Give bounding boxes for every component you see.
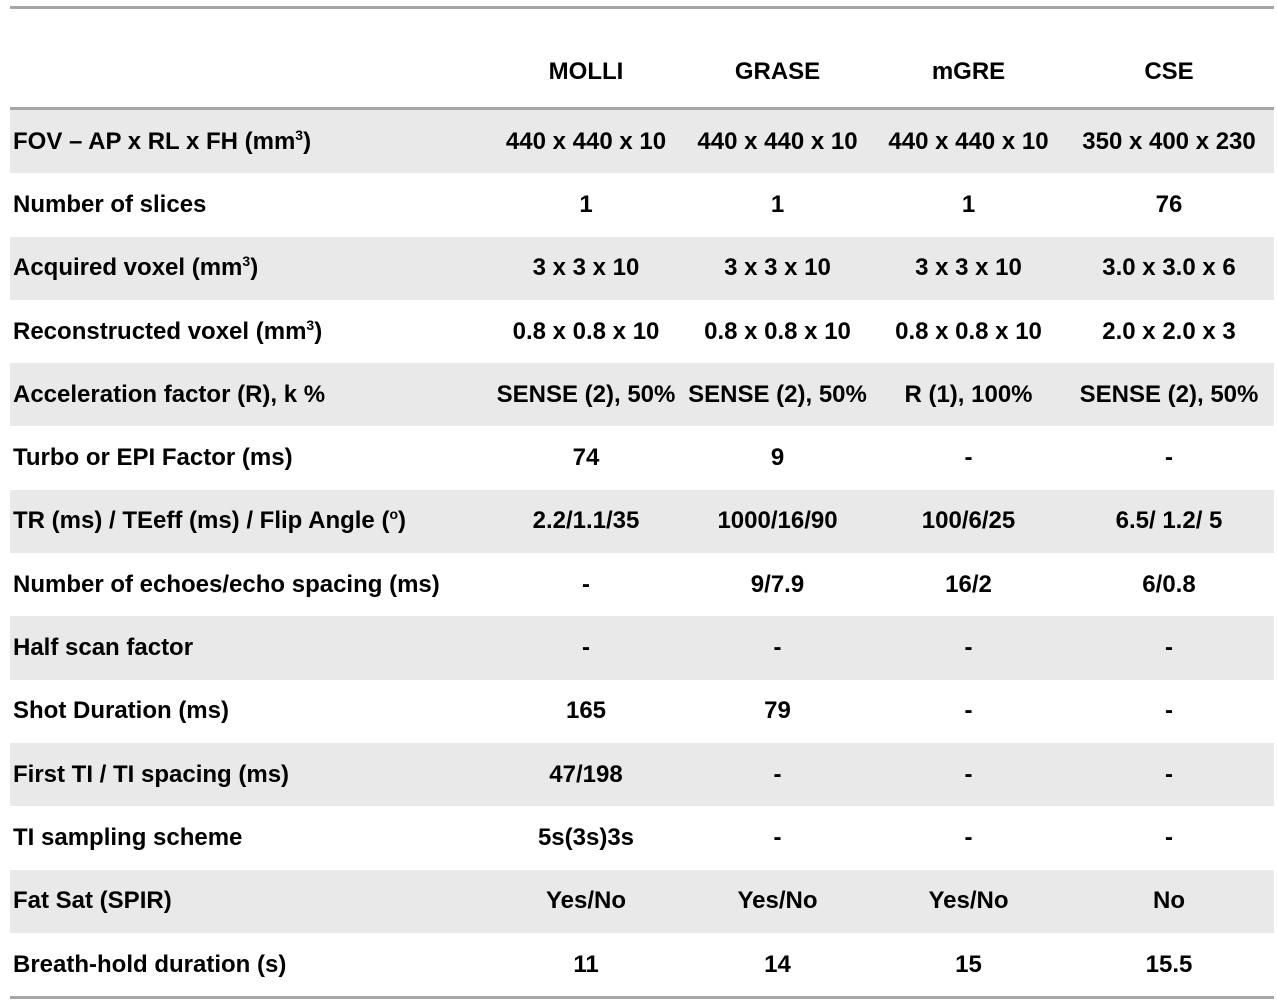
cell-molli: Yes/No [545, 887, 627, 915]
table-row [10, 300, 1274, 363]
row-label-text: Reconstructed voxel (mm [13, 317, 307, 345]
column-header-molli: MOLLI [548, 58, 624, 85]
row-label [10, 824, 490, 852]
cell-grase: 9 [770, 444, 785, 472]
column-header-mgre: mGRE [931, 58, 1006, 85]
table-row [10, 237, 1274, 300]
cell-molli: 0.8 x 0.8 x 10 [512, 317, 660, 345]
row-label [10, 318, 490, 346]
table-row [10, 426, 1274, 489]
cell-grase: 1000/16/90 [717, 507, 838, 535]
cell-cse: 350 x 400 x 230 [1082, 127, 1256, 155]
parameters-table [10, 6, 1274, 999]
cell-mgre: - [964, 444, 973, 472]
cell-molli: SENSE (2), 50% [496, 380, 676, 408]
cell-cse: SENSE (2), 50% [1079, 380, 1259, 408]
row-label-text: Number of slices [13, 190, 207, 218]
cell-mgre: 3 x 3 x 10 [915, 254, 1022, 282]
cell-molli: 1 [579, 190, 593, 218]
cell-molli: - [582, 570, 590, 598]
row-label-superscript: 3 [306, 316, 315, 333]
row-label [10, 191, 490, 219]
row-label [10, 254, 490, 282]
cell-cse: - [1165, 823, 1173, 851]
cell-molli: - [582, 634, 590, 662]
cell-molli: 47/198 [549, 760, 623, 788]
cell-grase: 79 [764, 697, 791, 725]
cell-molli: 5s(3s)3s [537, 823, 635, 851]
table-row [10, 680, 1274, 743]
cell-mgre: 16/2 [945, 570, 992, 598]
cell-mgre: 440 x 440 x 10 [888, 127, 1049, 155]
row-label [10, 444, 490, 472]
table-row [10, 616, 1274, 679]
cell-cse: - [1165, 760, 1173, 788]
cell-grase: 0.8 x 0.8 x 10 [704, 317, 851, 345]
cell-cse: - [1165, 634, 1173, 662]
cell-grase: 1 [770, 190, 785, 218]
cell-molli: 11 [573, 950, 599, 978]
table-row [10, 553, 1274, 616]
row-label-text: Shot Duration (ms) [13, 697, 229, 725]
cell-cse: 3.0 x 3.0 x 6 [1102, 254, 1236, 282]
cell-mgre: - [964, 760, 973, 788]
row-label [10, 381, 490, 409]
cell-mgre: R (1), 100% [904, 380, 1033, 408]
row-label-tail: ) [250, 254, 259, 282]
table-body [10, 110, 1274, 996]
cell-mgre: 100/6/25 [921, 507, 1016, 535]
cell-cse: 15.5 [1145, 950, 1193, 978]
cell-mgre: 15 [955, 950, 982, 978]
cell-molli: 74 [572, 444, 600, 472]
row-label-text: Number of echoes/echo spacing (ms) [13, 570, 440, 598]
table-row [10, 806, 1274, 869]
row-label-text: Acquired voxel (mm [13, 254, 243, 282]
cell-grase: - [773, 634, 782, 662]
row-label [10, 697, 490, 725]
row-label-tail: ) [303, 127, 312, 155]
row-label-text: Half scan factor [13, 634, 194, 662]
cell-mgre: Yes/No [928, 887, 1009, 915]
row-label-text: Acceleration factor (R), k % [13, 380, 326, 408]
row-label [10, 951, 490, 979]
cell-grase: - [773, 823, 782, 851]
table-row [10, 870, 1274, 933]
cell-cse: 2.0 x 2.0 x 3 [1102, 317, 1236, 345]
cell-mgre: - [964, 823, 973, 851]
row-label [10, 571, 490, 599]
cell-molli: 440 x 440 x 10 [505, 127, 667, 155]
cell-mgre: 1 [961, 190, 976, 218]
row-label-tail: ) [398, 507, 407, 535]
cell-grase: 9/7.9 [750, 570, 805, 598]
cell-cse: 6.5/ 1.2/ 5 [1115, 507, 1223, 535]
cell-cse: 76 [1155, 190, 1183, 218]
column-header-grase: GRASE [734, 58, 821, 85]
row-label-superscript: 3 [242, 253, 251, 270]
row-label-text: FOV – AP x RL x FH (mm [13, 127, 296, 155]
row-label-text: TI sampling scheme [13, 823, 243, 851]
cell-grase: SENSE (2), 50% [688, 380, 867, 408]
row-label-text: Turbo or EPI Factor (ms) [13, 444, 293, 472]
cell-cse: - [1165, 697, 1173, 725]
row-label-superscript: 3 [295, 126, 304, 143]
row-label-text: Breath-hold duration (s) [13, 950, 287, 978]
row-label [10, 507, 490, 535]
table-row [10, 490, 1274, 553]
cell-grase: Yes/No [737, 887, 818, 915]
row-label [10, 634, 490, 662]
row-label-text: First TI / TI spacing (ms) [13, 760, 290, 788]
cell-grase: 440 x 440 x 10 [697, 127, 858, 155]
row-label-text: Fat Sat (SPIR) [13, 887, 172, 915]
row-label-superscript: o [389, 506, 399, 523]
table-row [10, 173, 1274, 236]
cell-cse: 6/0.8 [1142, 570, 1196, 598]
row-label [10, 761, 490, 789]
cell-grase: 3 x 3 x 10 [724, 254, 831, 282]
cell-mgre: - [964, 634, 973, 662]
row-label [10, 128, 490, 156]
column-header-cse: CSE [1144, 58, 1194, 85]
row-label-text: TR (ms) / TEeff (ms) / Flip Angle ( [13, 507, 390, 535]
cell-mgre: - [964, 697, 973, 725]
row-label-tail: ) [314, 317, 323, 345]
cell-grase: - [773, 760, 782, 788]
table-row [10, 743, 1274, 806]
cell-mgre: 0.8 x 0.8 x 10 [895, 317, 1042, 345]
cell-molli: 3 x 3 x 10 [532, 254, 640, 282]
table-row [10, 933, 1274, 996]
table-header-row [10, 9, 1274, 110]
cell-cse: - [1165, 444, 1173, 472]
table-row [10, 363, 1274, 426]
table-row [10, 110, 1274, 173]
row-label [10, 887, 490, 915]
cell-grase: 14 [764, 950, 791, 978]
cell-molli: 2.2/1.1/35 [532, 507, 640, 535]
cell-molli: 165 [565, 697, 607, 725]
cell-cse: No [1153, 887, 1185, 915]
